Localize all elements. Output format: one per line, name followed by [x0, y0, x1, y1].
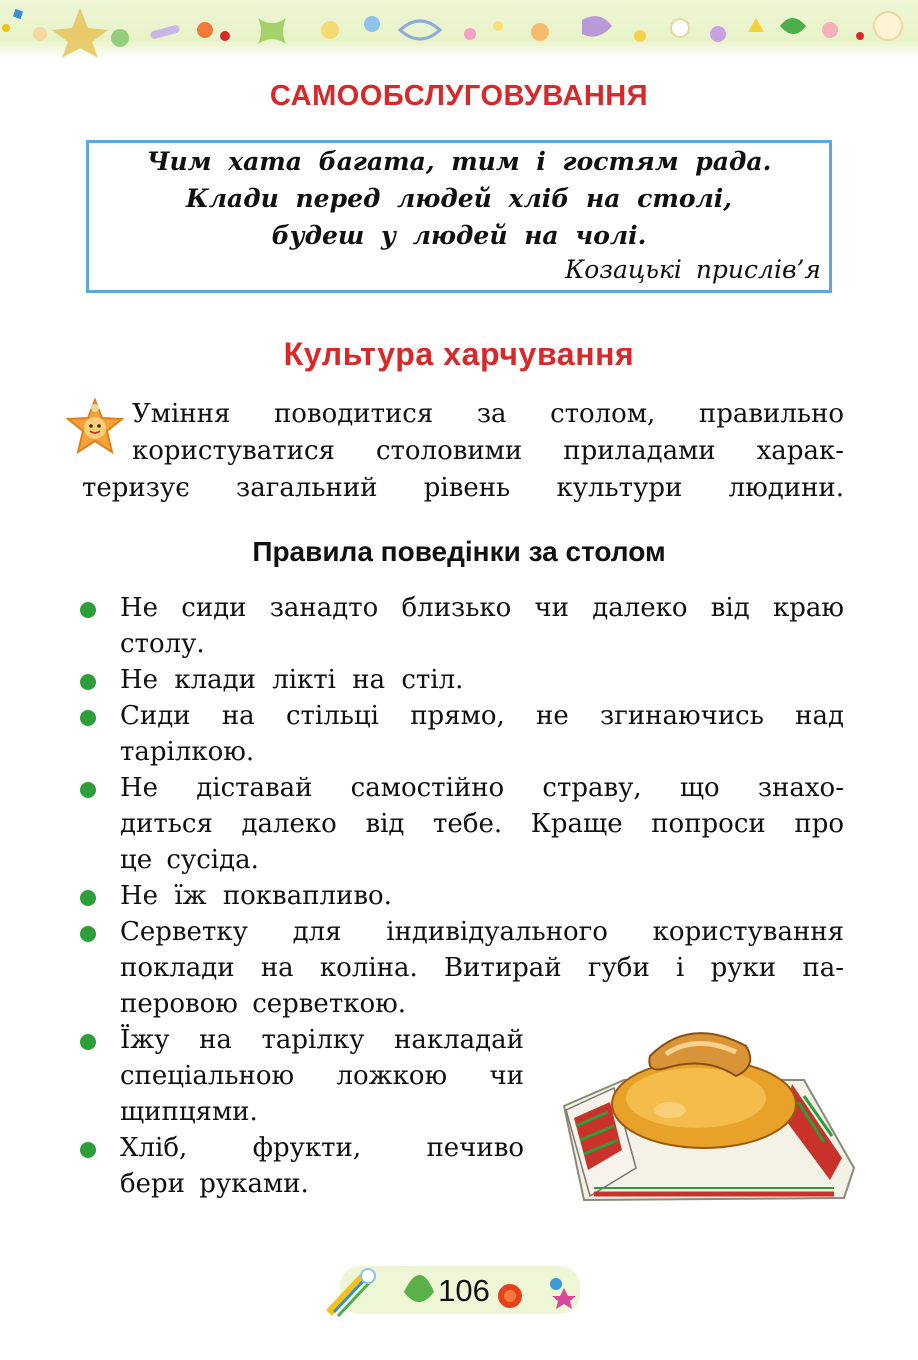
floral-border-decoration: [0, 0, 918, 58]
bullet-icon: [80, 1142, 96, 1158]
section-header: САМООБСЛУГОВУВАННЯ: [269, 80, 649, 112]
bullet-icon: [80, 926, 96, 942]
rule-line: Сиди на стільці прямо, не згинаючись над: [120, 701, 844, 731]
rule-line: Не діставай самостійно страву, що знахо-: [120, 773, 844, 803]
bullet-icon: [80, 782, 96, 798]
rule-line: диться далеко від тебе. Краще попроси про: [120, 809, 844, 839]
rule-line: Хліб, фрукти, печиво: [120, 1133, 524, 1163]
bullet-icon: [80, 890, 96, 906]
rule-line: тарілкою.: [120, 737, 255, 767]
bullet-icon: [80, 674, 96, 690]
rules-title: Правила поведінки за столом: [252, 536, 666, 567]
rule-line: перовою серветкою.: [120, 989, 407, 1019]
rule-line: Їжу на тарілку накладай: [120, 1025, 524, 1055]
rule-line: Серветку для індивідуального користування: [120, 917, 844, 947]
intro-paragraph: [82, 396, 844, 507]
top-decorative-border: [0, 0, 918, 58]
page-number: 106: [438, 1273, 490, 1308]
rule-line: поклади на коліна. Витирай губи і руки па-: [120, 953, 844, 983]
rule-line: столу.: [120, 629, 205, 659]
intro-line: теризує загальний рівень культури людини.: [82, 473, 844, 503]
bullet-icon: [80, 602, 96, 618]
rule-line: Не клади лікті на стіл.: [120, 665, 464, 695]
topic-title: Культура харчування: [283, 336, 635, 372]
rule-line: спеціальною ложкою чи: [120, 1061, 524, 1091]
intro-line: користуватися столовими приладами харак-: [132, 436, 844, 466]
rule-line: це сусіда.: [120, 845, 259, 875]
rule-line: Не сиди занадто близько чи далеко від краю: [120, 593, 844, 623]
rule-line: Не їж поквапливо.: [120, 881, 392, 911]
bullet-icon: [80, 710, 96, 726]
proverb-line: Чим хата багата, тим і гостям рада.: [146, 147, 772, 176]
proverb-box: [86, 140, 832, 293]
rule-line: щипцями.: [120, 1097, 258, 1127]
intro-line: Уміння поводитися за столом, правильно: [132, 399, 844, 429]
proverb-source: Козацькі прислів’я: [564, 255, 821, 284]
proverb-line: будеш у людей на чолі.: [271, 221, 647, 250]
rule-line: бери руками.: [120, 1169, 309, 1199]
proverb-line: Клади перед людей хліб на столі,: [186, 184, 732, 213]
bread-on-towel-illustration: [554, 1018, 858, 1204]
bullet-icon: [80, 1034, 96, 1050]
